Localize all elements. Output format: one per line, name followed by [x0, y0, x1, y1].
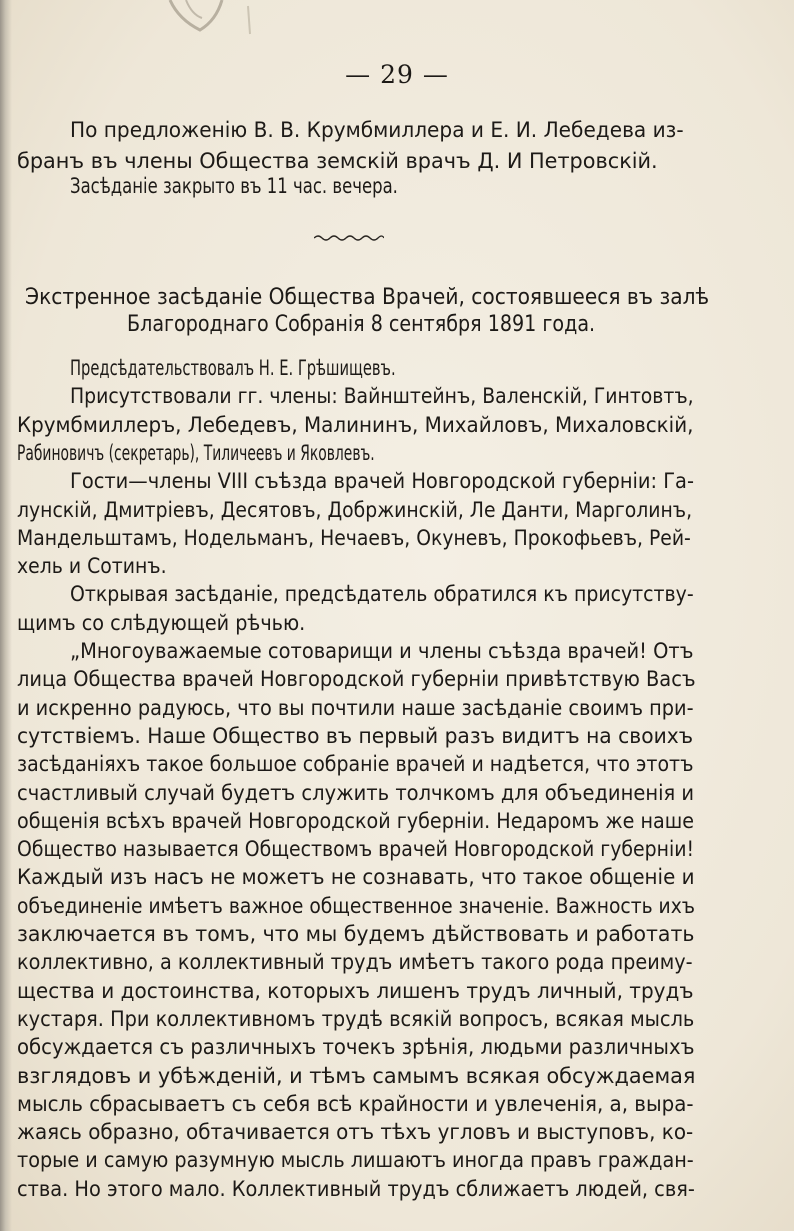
body-line: мысль сбрасываетъ съ себя всѣ крайности и увлеченія, а, выра- [17, 1091, 694, 1117]
library-stamp-mark [140, 0, 260, 38]
body-line: лунскій, Дмитріевъ, Десятовъ, Добржинскій, Ле Данти, Марголинъ, [17, 497, 693, 523]
body-line: Присутствовали гг. члены: Вайнштейнъ, Валенскій, Гинтовтъ, [70, 384, 694, 410]
body-line: Общество называется Обществомъ врачей Новгородской губерніи! [17, 837, 695, 863]
page-binding-edge [0, 0, 12, 1231]
intro-line: По предложенію В. В. Крумбмиллера и Е. И. Лебедева из- [70, 118, 684, 143]
body-line: ства. Но этого мало. Коллективный трудъ сближаетъ людей, свя- [17, 1176, 695, 1202]
heading-line: Экстренное засѣданіе Общества Врачей, состоявшееся въ залѣ [25, 284, 710, 310]
heading-line: Благороднаго Собранія 8 сентября 1891 года. [127, 311, 596, 337]
intro-line: бранъ въ члены Общества земскій врачъ Д. И Петровскій. [17, 149, 658, 174]
body-line: общенія всѣхъ врачей Новгородской губерніи. Недаромъ же наше [17, 808, 695, 834]
body-line: сутствіемъ. Наше Общество въ первый разъ видитъ на своихъ [17, 723, 693, 749]
body-line: Гости—члены VIII съѣзда врачей Новгородской губерніи: Га- [70, 469, 694, 495]
body-line: кустаря. При коллективномъ трудѣ всякій вопросъ, всякая мысль [17, 1006, 695, 1032]
body-line: торые и самую разумную мысль лишаютъ иногда правъ граждан- [17, 1148, 694, 1174]
body-line: и искренно радуюсь, что вы почтили наше засѣданіе своимъ при- [17, 695, 694, 721]
body-line: взглядовъ и убѣжденій, и тѣмъ самымъ всякая обсуждаемая [17, 1063, 696, 1089]
body-line: Открывая засѣданіе, предсѣдатель обратился къ присутству- [70, 582, 694, 608]
body-line: жаясь образно, обтачивается отъ тѣхъ угловъ и выступовъ, ко- [17, 1120, 694, 1146]
body-line: счастливый случай будетъ служить толчкомъ для объединенія и [17, 780, 695, 806]
page-number: — 29 — [345, 60, 449, 89]
body-line: „Многоуважаемые сотоварищи и члены съѣзда врачей! Отъ [70, 639, 694, 664]
body-line: Крумбмиллеръ, Лебедевъ, Малининъ, Михайловъ, Михаловскій, [17, 412, 694, 438]
body-line: Мандельштамъ, Нодельманъ, Нечаевъ, Окуневъ, Прокофьевъ, Рей- [17, 525, 691, 551]
intro-line: Засѣданіе закрыто въ 11 час. вечера. [70, 174, 398, 199]
body-line: Предсѣдательствовалъ Н. Е. Грѣшищевъ. [70, 356, 396, 381]
body-line: заключается въ томъ, что мы будемъ дѣйствовать и работать [17, 922, 695, 947]
body-line: Каждый изъ насъ не можетъ не сознавать, что такое общеніе и [17, 865, 695, 891]
body-line: щимъ со слѣдующей рѣчью. [17, 610, 306, 636]
body-line: коллективно, а коллективный трудъ имѣетъ такого рода преиму- [17, 950, 693, 976]
body-line: Рабиновичъ (секретарь), Тиличеевъ и Яковлевъ. [17, 440, 375, 466]
body-line: лица Общества врачей Новгородской губерніи привѣтствую Васъ [17, 667, 696, 693]
section-divider-ornament [314, 234, 384, 242]
body-line: хель и Сотинъ. [17, 554, 167, 580]
body-line: щества и достоинства, которыхъ лишенъ трудъ личный, трудъ [17, 978, 694, 1004]
body-line: засѣданіяхъ такое большое собраніе врачей и надѣется, что этотъ [17, 752, 694, 778]
body-line: обсуждается съ различныхъ точекъ зрѣнія, людьми различныхъ [17, 1035, 695, 1061]
body-line: объединеніе имѣетъ важное общественное значеніе. Важность ихъ [17, 893, 695, 919]
